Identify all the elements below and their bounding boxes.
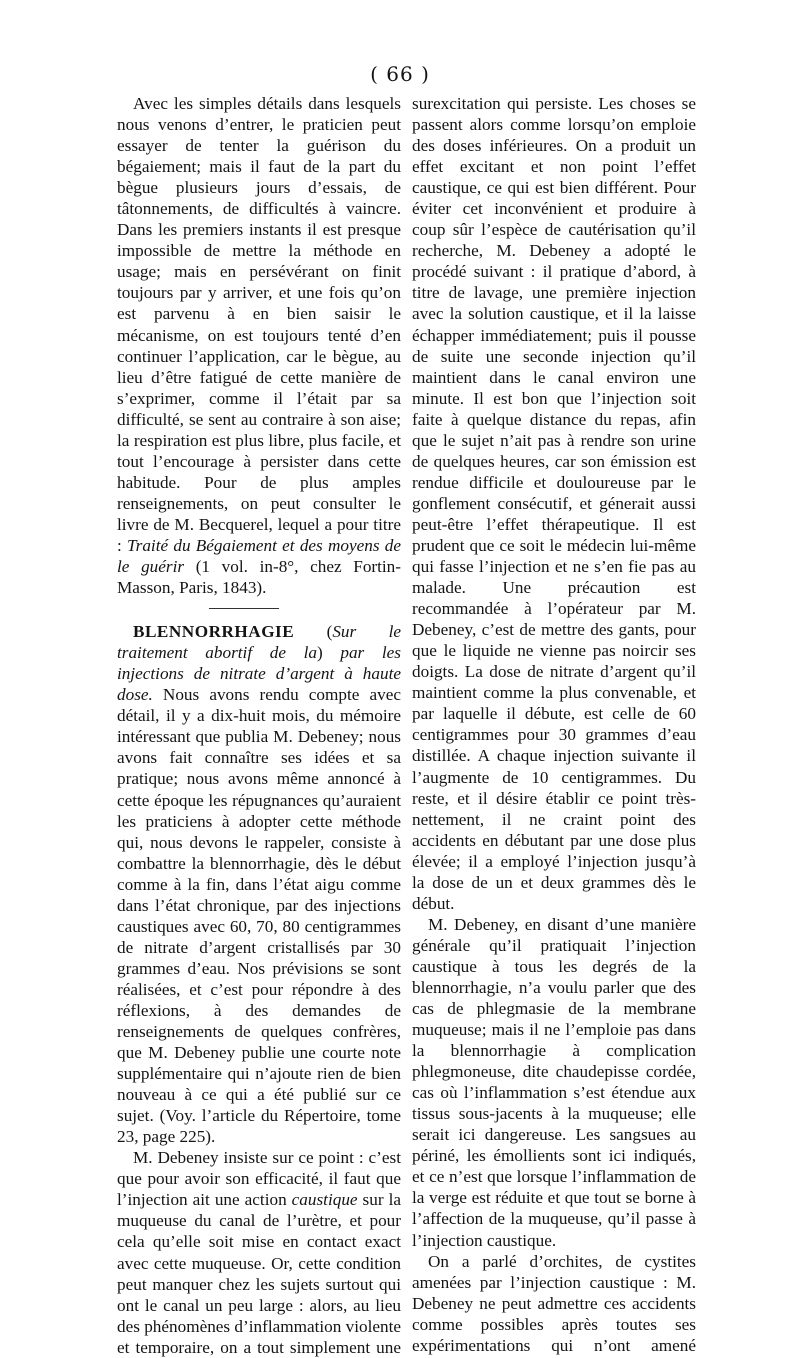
paragraph-orchitis: On a parlé d’orchites, de cystites amenées par l’injection caustique : M. Debeney ne peut admettre ces accidents comme possibles après toutes ses expérimentations qui n’ont amené bbox=[412, 1251, 696, 1355]
paragraph-surexcitation: surexcitation qui persiste. Les choses se passent alors comme lorsqu’on emploie des doses inférieures. On a produit un effet excitant et non point l’effet caustique, ce qui est bien différent. Pour éviter cet inconvénient et produire à coup sûr l’espèce de cautérisation qu’il recherche, M. Debeney a adopté le procédé suivant : il pratique d’abord, à titre de lavage, une première injection avec la solution caustique, et il la laisse échapper immédiatement; puis il pousse de suite une seconde injection qu’il maintient dans le canal environ une minute. Il est bon que l’injection soit faite à quelque distance du repas, afin que le sujet n’ait pas à rendre son urine de quelques heures, car son émission est rendue difficile et douloureuse par le gonflement consécutif, et génerait aussi peut-être l’effet thérapeutique. Il est prudent que ce soit le médecin lui-même qui fasse l’injection et ne s’en fie pas au malade. Une précaution est recommandée à l’opérateur par M. Debeney, c’est de mettre des gants, pour que le liquide ne vienne pas noircir ses doigts. La dose de nitrate d’argent qu’il maintient comme la plus convenable, et par laquelle il débute, est celle de 60 centigrammes pour 30 grammes d’eau distillée. A chaque injection suivante il l’augmente de 10 centigrammes. Du reste, et il désire établir ce point très-nettement, il ne craint point des accidents en débutant par une dose plus élevée; il a employé l’injection jusqu’à la dose de un et deux grammes dès le début. bbox=[412, 94, 696, 913]
page-number: ( 66 ) bbox=[370, 62, 430, 86]
paragraph-stammering: Avec les simples détails dans lesquels nous venons d’entrer, le praticien peut essayer de tenter la guérison du bégaiement; mais il faut de la part du bègue plusieurs jours d’essais, de tâtonnements, de difficultés à vaincre. Dans les premiers instants il est presque impossible de mettre la méthode en usage; mais en persévérant on finit toujours par y arriver, et une fois qu’on est parvenu à en bien saisir le mécanisme, on est toujours tenté d’en continuer l’application, car le bègue, au lieu d’être fatigué de cette manière de s’exprimer, comme il l’était par sa difficulté, se sent au contraire à son aise; la respiration est plus libre, plus facile, et tout l’encourage à persister dans cette habitude. Pour de plus amples renseignements, on peut consulter le livre de M. Becquerel, lequel a pour titre : Traité du Bégaiement et des moyens de le guérir (1 vol. in-8°, chez Fortin-Masson, Paris, 1843). bbox=[117, 94, 401, 598]
section-divider bbox=[209, 608, 279, 609]
book-title: Traité du Bégaiement et des moyens de le guérir bbox=[117, 535, 401, 577]
paragraph-general-manner: M. Debeney, en disant d’une manière générale qu’il pratiquait l’injection caustique à tous les degrés de la blennorrhagie, n’a voulu parler que des cas de phlegmasie de la membrane muqueuse; mais il ne l’emploie pas dans la blennorrhagie à complication phlegmoneuse, dite chaudepisse cordée, cas où l’inflammation s’est étendue aux tissus sous-jacents à la muqueuse; elle serait ici dangereuse. Les sangsues au périné, les émollients sont ici indiqués, et ce n’est que lorsque l’inflammation de la verge est réduite et que tout se borne à l’affection de la muqueuse, qu’il passe à l’injection caustique. bbox=[412, 914, 696, 1250]
section-heading: BLENNORRHAGIE bbox=[133, 622, 295, 642]
paragraph-blennorrhagia: BLENNORRHAGIE (Sur le traitement abortif de la) par les injections de nitrate d’argent à haute dose. Nous avons rendu compte avec détail, il y a dix-huit mois, du mémoire intéressant que publia M. Debeney; nous avons fait connaître ses idées et sa pratique; nous avons même annoncé à cette époque les répugnances qu’auraient les praticiens à adopter cette méthode qui, nous devons le rappeler, consiste à combattre la blennorrhagie, dès le début comme à la fin, dans l’état aigu comme dans l’état chronique, par des injections caustiques avec 60, 70, 80 centigrammes de nitrate d’argent cristallisés par 30 grammes d’eau. Nos prévisions se sont réalisées, et c’est pour répondre à des réflexions, à des demandes de renseignements de quelques confrères, que M. Debeney publie une courte note supplémentaire qui n’ajoute rien de bien nouveau à ce qui a été publié sur ce sujet. (Voy. l’article du Répertoire, tome 23, page 225). bbox=[117, 622, 401, 1147]
paragraph-debeney-insists: M. Debeney insiste sur ce point : c’est que pour avoir son efficacité, il faut que l’injection ait une action caustique sur la muqueuse du canal de l’urètre, et pour cela qu’elle soit mise en contact exact avec cette muqueuse. Or, cette condition peut manquer chez les sujets surtout qui ont le canal un peu large : alors, au lieu des phénomènes d’inflammation violente et temporaire, on a tout simplement une bbox=[117, 1148, 401, 1357]
left-column bbox=[117, 93, 401, 1358]
right-column bbox=[412, 93, 696, 1356]
